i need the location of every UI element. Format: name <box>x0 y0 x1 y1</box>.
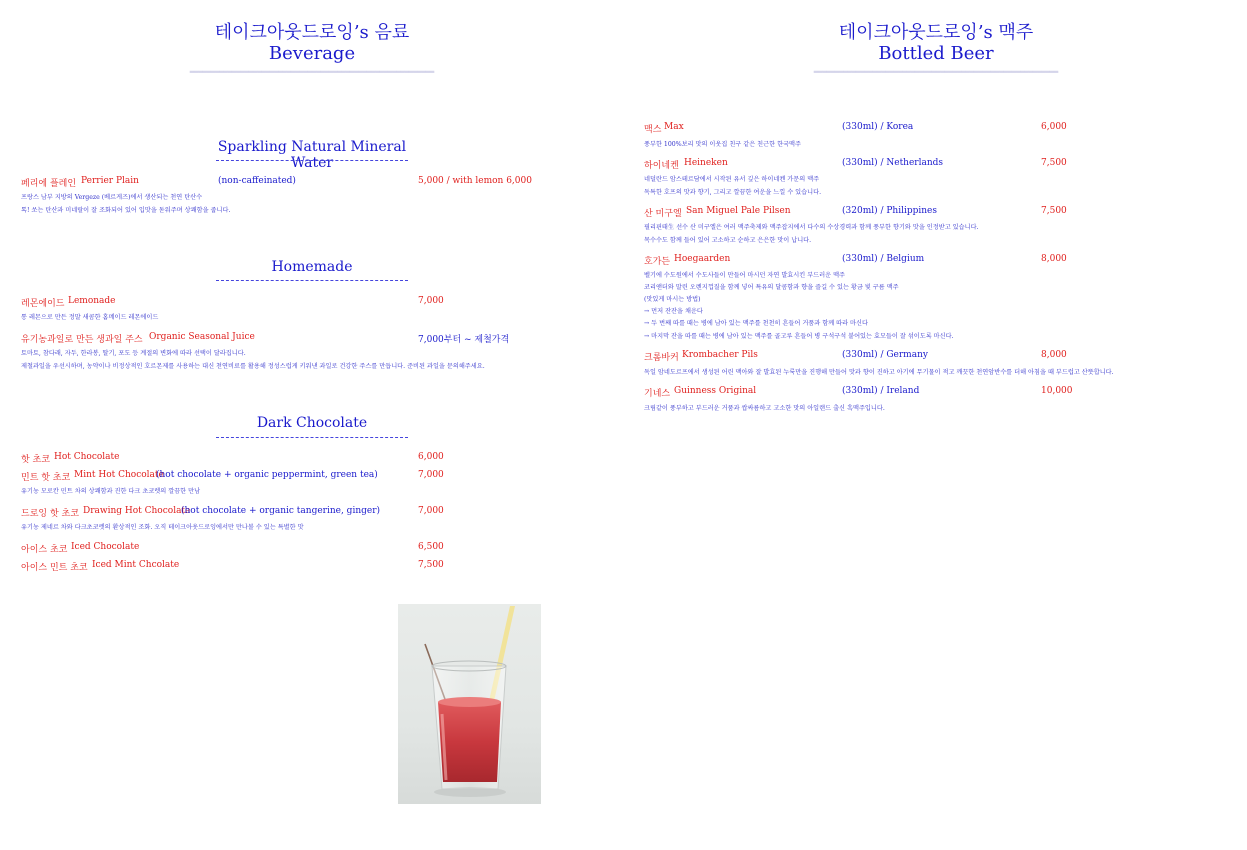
menu-item-price: 7,500 <box>418 560 444 570</box>
beer-desc: 목수수도 함께 들어 있어 고소하고 순하고 은은한 맛이 납니다. <box>644 237 812 244</box>
juice-glass-image <box>398 604 541 804</box>
beer-desc: 벨기에 수도원에서 수도사들이 만들어 마시던 자연 발효시킨 부드러운 맥주 <box>644 272 846 279</box>
beer-desc: (맛있게 마시는 방법) <box>644 296 701 303</box>
beer-price: 7,500 <box>1041 206 1067 216</box>
beer-name-ko: 하이네켄 <box>644 161 679 171</box>
menu-item-name-ko: 유기농과일로 만든 생과일 주스 <box>21 335 143 345</box>
beer-origin: (330ml) / Belgium <box>842 254 925 264</box>
beer-name-en: Guinness Original <box>674 386 757 396</box>
menu-item-name-en: Organic Seasonal Juice <box>149 332 255 342</box>
menu-item-name-en: Drawing Hot Chocolate <box>83 506 191 516</box>
beer-origin: (320ml) / Philippines <box>842 206 937 216</box>
menu-item-name-ko: 드로잉 핫 초코 <box>21 509 79 519</box>
beer-name-ko: 맥스 <box>644 125 662 135</box>
menu-item-desc: 유기농 제네르 차와 다크초코렛의 환상적인 조화. 오직 테이크아웃드로잉에서만 만나볼 수 있는 특별한 맛 <box>21 524 304 531</box>
beer-price: 8,000 <box>1041 350 1067 360</box>
menu-item-note: (hot chocolate + organic tangerine, ginger) <box>181 506 381 516</box>
beer-desc: 독특한 호프의 맛과 향기, 그리고 깔끔한 여운을 느낄 수 있습니다. <box>644 189 822 196</box>
menu-item-name-ko: 아이스 민트 초코 <box>21 563 88 573</box>
section-divider <box>216 437 408 438</box>
beer-desc: 네덜란드 암스테르담에서 시작된 유서 깊은 하이네켄 가문의 맥주 <box>644 176 820 183</box>
menu-item-name-ko: 핫 초코 <box>21 455 50 465</box>
juice-photo <box>398 604 541 804</box>
menu-item-price: 6,000 <box>418 452 444 462</box>
section-title-sparkling: Sparkling Natural Mineral Water <box>217 139 407 171</box>
beer-name-en: Heineken <box>684 158 728 168</box>
menu-item-desc: 토마토, 참다래, 자두, 한라봉, 딸기, 포도 등 계절의 변화에 따라 선택이 달라집니다. <box>21 350 246 357</box>
beer-desc: 필리핀태生 선수 산 미구엘은 여러 맥주축제와 맥주잡지에서 다수의 수상경력과 함께 풍부한 향기와 맛을 인정받고 있습니다. <box>644 224 979 231</box>
menu-item-name-ko: 레몬에이드 <box>21 299 65 309</box>
beer-name-en: Hoegaarden <box>674 254 731 264</box>
left-title-english: Beverage <box>268 43 356 64</box>
beer-name-en: San Miguel Pale Pilsen <box>686 206 791 216</box>
section-divider <box>216 160 408 161</box>
menu-item-note: (non-caffeinated) <box>218 176 296 186</box>
right-title-english: Bottled Beer <box>878 43 994 64</box>
beer-desc: → 마지막 잔을 따를 때는 병에 남아 있는 맥주를 골고루 흔들어 병 구석구석 붙어있는 효모들이 잘 섞이도록 마신다. <box>644 333 954 340</box>
beer-price: 10,000 <box>1041 386 1073 396</box>
menu-item-price: 5,000 / with lemon 6,000 <box>418 176 532 186</box>
beer-name-ko: 호가든 <box>644 257 671 267</box>
beer-name-ko: 산 미구엘 <box>644 209 682 219</box>
menu-item-desc: 유기농 모로칸 민트 차의 상쾌함과 진한 다크 초코렛의 깔끔한 만남 <box>21 488 201 495</box>
menu-item-desc: 통 레몬으로 만든 정말 새콤한 홈메이드 레몬에이드 <box>21 314 159 321</box>
beer-desc: 코리앤더와 말린 오렌지껍질을 함께 넣어 특유의 달콤함과 향을 즐길 수 있는 황금 빛 구름 맥주 <box>644 284 899 291</box>
menu-item-desc: 톡! 쏘는 탄산과 미네랄이 잘 조화되어 있어 입맛을 돋워주며 상쾌함을 줍니다. <box>21 207 231 214</box>
left-title-divider: ══════════════════════════════════════════════════════════ <box>189 68 435 76</box>
menu-item-desc: 프랑스 남부 지방의 Vergeze (베르게즈)에서 생산되는 천연 탄산수 <box>21 194 203 201</box>
menu-item-name-en: Lemonade <box>68 296 116 306</box>
menu-item-name-ko: 아이스 초코 <box>21 545 68 555</box>
beer-desc: 크림같이 풍부하고 부드러운 거품과 쌉싸름하고 고소한 맛의 아일랜드 출신 흑맥주입니다. <box>644 405 885 412</box>
menu-item-price: 7,000 <box>418 506 444 516</box>
section-title-homemade: Homemade <box>271 259 353 275</box>
menu-item-name-en: Iced Chocolate <box>71 542 140 552</box>
right-title-korean: 테이크아웃드로잉’s 맥주 <box>838 22 1034 43</box>
beer-origin: (330ml) / Korea <box>842 122 914 132</box>
menu-item-desc: 제철과일을 우선시하며, 농약이나 비정상적인 호르몬제를 사용하는 대신 천연비료를 활용해 정성스럽게 키워낸 과일로 건강한 주스를 만듭니다. 준비된 과일을 문의해주세요. <box>21 363 485 370</box>
beer-origin: (330ml) / Germany <box>842 350 928 360</box>
menu-item-note: (hot chocolate + organic peppermint, green tea) <box>156 470 378 480</box>
beer-origin: (330ml) / Ireland <box>842 386 920 396</box>
menu-item-name-en: Mint Hot Chocolate <box>74 470 164 480</box>
menu-item-price: 7,000 <box>418 296 444 306</box>
menu-item-price: 7,000부터 ~ 제철가격 <box>418 335 510 345</box>
beer-name-ko: 크롬바커 <box>644 353 679 363</box>
beer-desc: 독일 암네도르프에서 생성된 어린 맥아와 잘 발효된 누룩만을 진행해 만들어 맛과 향이 진하고 아기에 무기물이 적고 깨끗한 천연암반수를 더해 아침을 때 부드럽고 산뜻합니다. <box>644 369 1114 376</box>
beer-price: 8,000 <box>1041 254 1067 264</box>
beer-name-ko: 기네스 <box>644 389 671 399</box>
menu-item-price: 7,000 <box>418 470 444 480</box>
beer-price: 6,000 <box>1041 122 1067 132</box>
left-title-korean: 테이크아웃드로잉’s 음료 <box>214 22 410 43</box>
menu-item-name-ko: 페리에 플레인 <box>21 179 77 189</box>
menu-item-name-en: Iced Mint Chcolate <box>92 560 180 570</box>
beer-desc: → 먼저 잔잔을 채운다 <box>644 308 703 315</box>
menu-item-name-en: Hot Chocolate <box>54 452 120 462</box>
section-divider <box>216 280 408 281</box>
beer-name-en: Krombacher Pils <box>682 350 758 360</box>
beer-desc: 풍부한 100%보리 맛의 이웃집 친구 같은 친근한 한국맥주 <box>644 141 801 148</box>
beer-origin: (330ml) / Netherlands <box>842 158 944 168</box>
menu-item-price: 6,500 <box>418 542 444 552</box>
beer-desc: → 두 번째 따를 때는 병에 남아 있는 맥주를 천천히 흔들어 거품과 함께 따라 마신다 <box>644 320 868 327</box>
menu-item-name-en: Perrier Plain <box>81 176 139 186</box>
right-title-divider: ══════════════════════════════════════════════════════════ <box>813 68 1059 76</box>
beer-name-en: Max <box>664 122 684 132</box>
section-title-dark-chocolate: Dark Chocolate <box>256 415 368 431</box>
menu-item-name-ko: 민트 핫 초코 <box>21 473 71 483</box>
beer-price: 7,500 <box>1041 158 1067 168</box>
